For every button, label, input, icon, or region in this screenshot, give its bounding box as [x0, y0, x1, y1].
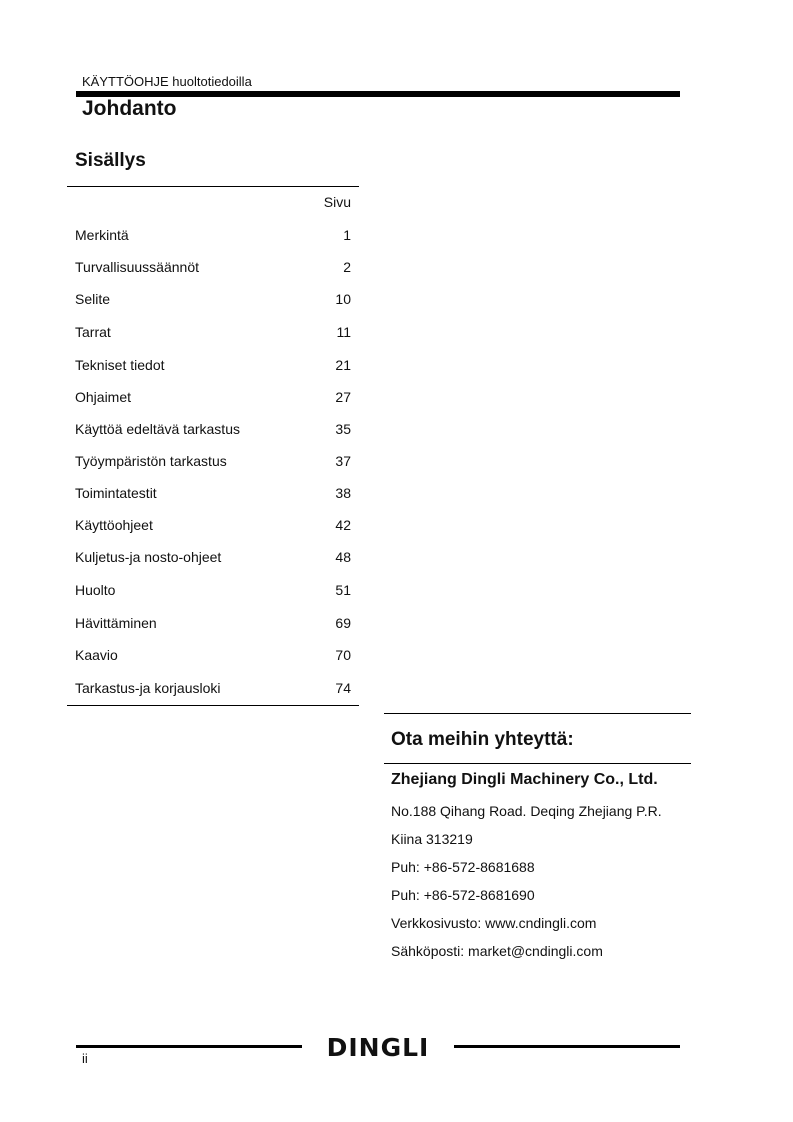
toc-entry-label: Työympäristön tarkastus [75, 453, 227, 469]
toc-column-header: Sivu [323, 194, 351, 210]
toc-entry-page: 74 [335, 680, 351, 696]
toc-entry-label: Selite [75, 291, 111, 307]
footer-rule-right [454, 1045, 680, 1048]
contact-title: Ota meihin yhteyttä: [391, 729, 574, 750]
toc-entry-label: Kuljetus-ja nosto-ohjeet [75, 549, 222, 565]
toc-entry[interactable] [75, 227, 351, 247]
toc-entry[interactable] [75, 549, 351, 569]
toc-entry[interactable] [75, 517, 351, 537]
toc-entry[interactable] [75, 291, 351, 311]
toc-entry[interactable] [75, 453, 351, 473]
toc-entry[interactable] [75, 485, 351, 505]
dingli-logo: DINGLI [326, 1033, 430, 1062]
toc-entry-label: Tarkastus-ja korjausloki [75, 680, 221, 696]
postal-line: Kiina 313219 [391, 831, 473, 847]
toc-entry-label: Käyttöä edeltävä tarkastus [75, 421, 240, 437]
header-label: KÄYTTÖOHJE huoltotiedoilla [82, 74, 252, 89]
toc-entry[interactable] [75, 582, 351, 602]
toc-entry-page: 11 [336, 324, 351, 340]
toc-entry-label: Huolto [75, 582, 116, 598]
toc-entry-label: Tarrat [75, 324, 111, 340]
contact-mid-rule [384, 763, 691, 764]
toc-entry-label: Tekniset tiedot [75, 357, 165, 373]
toc-entry-page: 38 [335, 485, 351, 501]
toc-top-rule [67, 186, 359, 187]
email-line[interactable]: Sähköposti: market@cndingli.com [391, 943, 603, 959]
toc-title: Sisällys [75, 150, 146, 171]
toc-entry[interactable] [75, 615, 351, 635]
toc-entry-label: Hävittäminen [75, 615, 157, 631]
toc-entry[interactable] [75, 647, 351, 667]
section-title: Johdanto [82, 97, 177, 120]
company-name: Zhejiang Dingli Machinery Co., Ltd. [391, 771, 658, 788]
toc-entry-page: 27 [335, 389, 351, 405]
address-line: No.188 Qihang Road. Deqing Zhejiang P.R. [391, 803, 662, 819]
footer-rule-left [76, 1045, 302, 1048]
toc-entry-label: Merkintä [75, 227, 129, 243]
toc-entry[interactable] [75, 680, 351, 700]
toc-entry-page: 70 [335, 647, 351, 663]
toc-entry[interactable] [75, 357, 351, 377]
contact-top-rule [384, 713, 691, 714]
toc-entry-page: 1 [343, 227, 351, 243]
toc-entry-page: 42 [335, 517, 351, 533]
toc-entry-page: 69 [335, 615, 351, 631]
toc-entry-page: 21 [335, 357, 351, 373]
toc-entry-page: 2 [343, 259, 351, 275]
toc-entry-label: Kaavio [75, 647, 118, 663]
toc-bottom-rule [67, 705, 359, 706]
toc-entry-page: 37 [335, 453, 351, 469]
toc-entry-label: Toimintatestit [75, 485, 157, 501]
toc-entry-page: 10 [335, 291, 351, 307]
toc-entry-page: 35 [335, 421, 351, 437]
toc-entry[interactable] [75, 324, 351, 344]
toc-entry-label: Ohjaimet [75, 389, 132, 405]
toc-entry-page: 48 [335, 549, 351, 565]
toc-entry-label: Käyttöohjeet [75, 517, 153, 533]
toc-entry-page: 51 [335, 582, 351, 598]
phone-line: Puh: +86-572-8681688 [391, 859, 535, 875]
toc-entry-label: Turvallisuussäännöt [75, 259, 199, 275]
website-line[interactable]: Verkkosivusto: www.cndingli.com [391, 915, 597, 931]
toc-entry[interactable] [75, 389, 351, 409]
toc-entry[interactable] [75, 259, 351, 279]
page-number: ii [82, 1051, 88, 1066]
toc-entry[interactable] [75, 421, 351, 441]
phone-line: Puh: +86-572-8681690 [391, 887, 535, 903]
